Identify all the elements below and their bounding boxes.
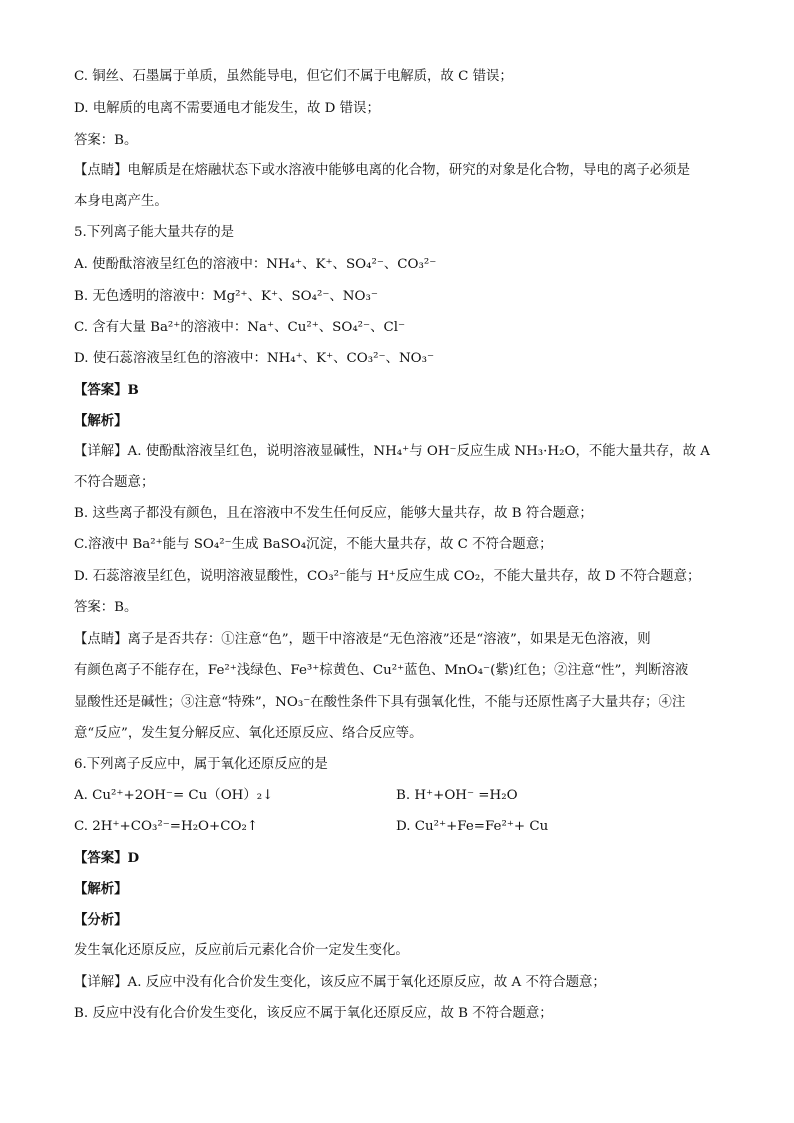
analysis-heading: 【解析】 — [74, 413, 128, 429]
note-paragraph: 有颜色离子不能存在，Fe²⁺浅绿色、Fe³⁺棕黄色、Cu²⁺蓝色、MnO₄⁻(紫)红色；②注意“性”，判断溶液 — [74, 663, 689, 678]
detail-paragraph: D. 石蕊溶液呈红色，说明溶液显酸性，CO₃²⁻能与 H⁺反应生成 CO₂，不能大量共存，故 D 不符合题意； — [74, 569, 701, 584]
text-line: 答案：B。 — [74, 600, 138, 615]
analysis-heading: 【解析】 — [74, 881, 128, 897]
detail-paragraph: 【详解】A. 使酚酞溶液呈红色，说明溶液显碱性，NH₄⁺与 OH⁻反应生成 NH₃·H₂O，不能大量共存，故 A — [74, 444, 710, 459]
text-line: 发生氧化还原反应，反应前后元素化合价一定发生变化。 — [74, 943, 409, 958]
question-5-option-a: A. 使酚酞溶液呈红色的溶液中：NH₄⁺、K⁺、SO₄²⁻、CO₃²⁻ — [74, 257, 437, 272]
question-6-options-row-2 — [74, 816, 724, 838]
note-paragraph: 【点睛】电解质是在熔融状态下或水溶液中能够电离的化合物，研究的对象是化合物，导电的离子必须是 — [74, 163, 690, 178]
answer-heading: 【答案】D — [74, 850, 140, 866]
note-paragraph: 意“反应”，发生复分解反应、氧化还原反应、络合反应等。 — [74, 726, 423, 741]
question-6-option-a: A. Cu²⁺+2OH⁻= Cu（OH）₂↓ — [74, 788, 274, 803]
question-5-option-b: B. 无色透明的溶液中：Mg²⁺、K⁺、SO₄²⁻、NO₃⁻ — [74, 289, 378, 304]
note-paragraph: 显酸性还是碱性；③注意“特殊”，NO₃⁻在酸性条件下具有强氧化性，不能与还原性离子大量共存；④注 — [74, 695, 686, 710]
question-5-title: 5.下列离子能大量共存的是 — [74, 225, 235, 240]
question-6-title: 6.下列离子反应中，属于氧化还原反应的是 — [74, 757, 328, 772]
question-6-option-d: D. Cu²⁺+Fe=Fe²⁺+ Cu — [396, 819, 549, 834]
note-paragraph: 本身电离产生。 — [74, 194, 168, 209]
question-6-option-c: C. 2H⁺+CO₃²⁻=H₂O+CO₂↑ — [74, 819, 259, 834]
text-line: D. 电解质的电离不需要通电才能发生，故 D 错误； — [74, 101, 380, 116]
question-5-option-d: D. 使石蕊溶液呈红色的溶液中：NH₄⁺、K⁺、CO₃²⁻、NO₃⁻ — [74, 351, 435, 366]
question-6-options-row-1 — [74, 785, 724, 807]
detail-paragraph: B. 反应中没有化合价发生变化，该反应不属于氧化还原反应，故 B 不符合题意； — [74, 1006, 553, 1021]
text-line: C. 铜丝、石墨属于单质，虽然能导电，但它们不属于电解质，故 C 错误； — [74, 69, 513, 84]
detail-paragraph: C.溶液中 Ba²⁺能与 SO₄²⁻生成 BaSO₄沉淀，不能大量共存，故 C 不符合题意； — [74, 537, 553, 552]
answer-heading: 【答案】B — [74, 382, 139, 398]
text-line: 答案：B。 — [74, 133, 138, 148]
detail-paragraph: B. 这些离子都没有颜色，且在溶液中不发生任何反应，能够大量共存，故 B 符合题意； — [74, 506, 593, 521]
question-5-option-c: C. 含有大量 Ba²⁺的溶液中：Na⁺、Cu²⁺、SO₄²⁻、Cl⁻ — [74, 320, 406, 335]
question-6-option-b: B. H⁺+OH⁻ =H₂O — [396, 788, 518, 803]
note-paragraph: 【点睛】离子是否共存：①注意“色”，题干中溶液是“无色溶液”还是“溶液”，如果是无色溶液，则 — [74, 632, 651, 647]
detail-paragraph: 不符合题意； — [74, 475, 155, 490]
analysis-subheading: 【分析】 — [74, 912, 128, 928]
detail-paragraph: 【详解】A. 反应中没有化合价发生变化，该反应不属于氧化还原反应，故 A 不符合题意； — [74, 975, 606, 990]
